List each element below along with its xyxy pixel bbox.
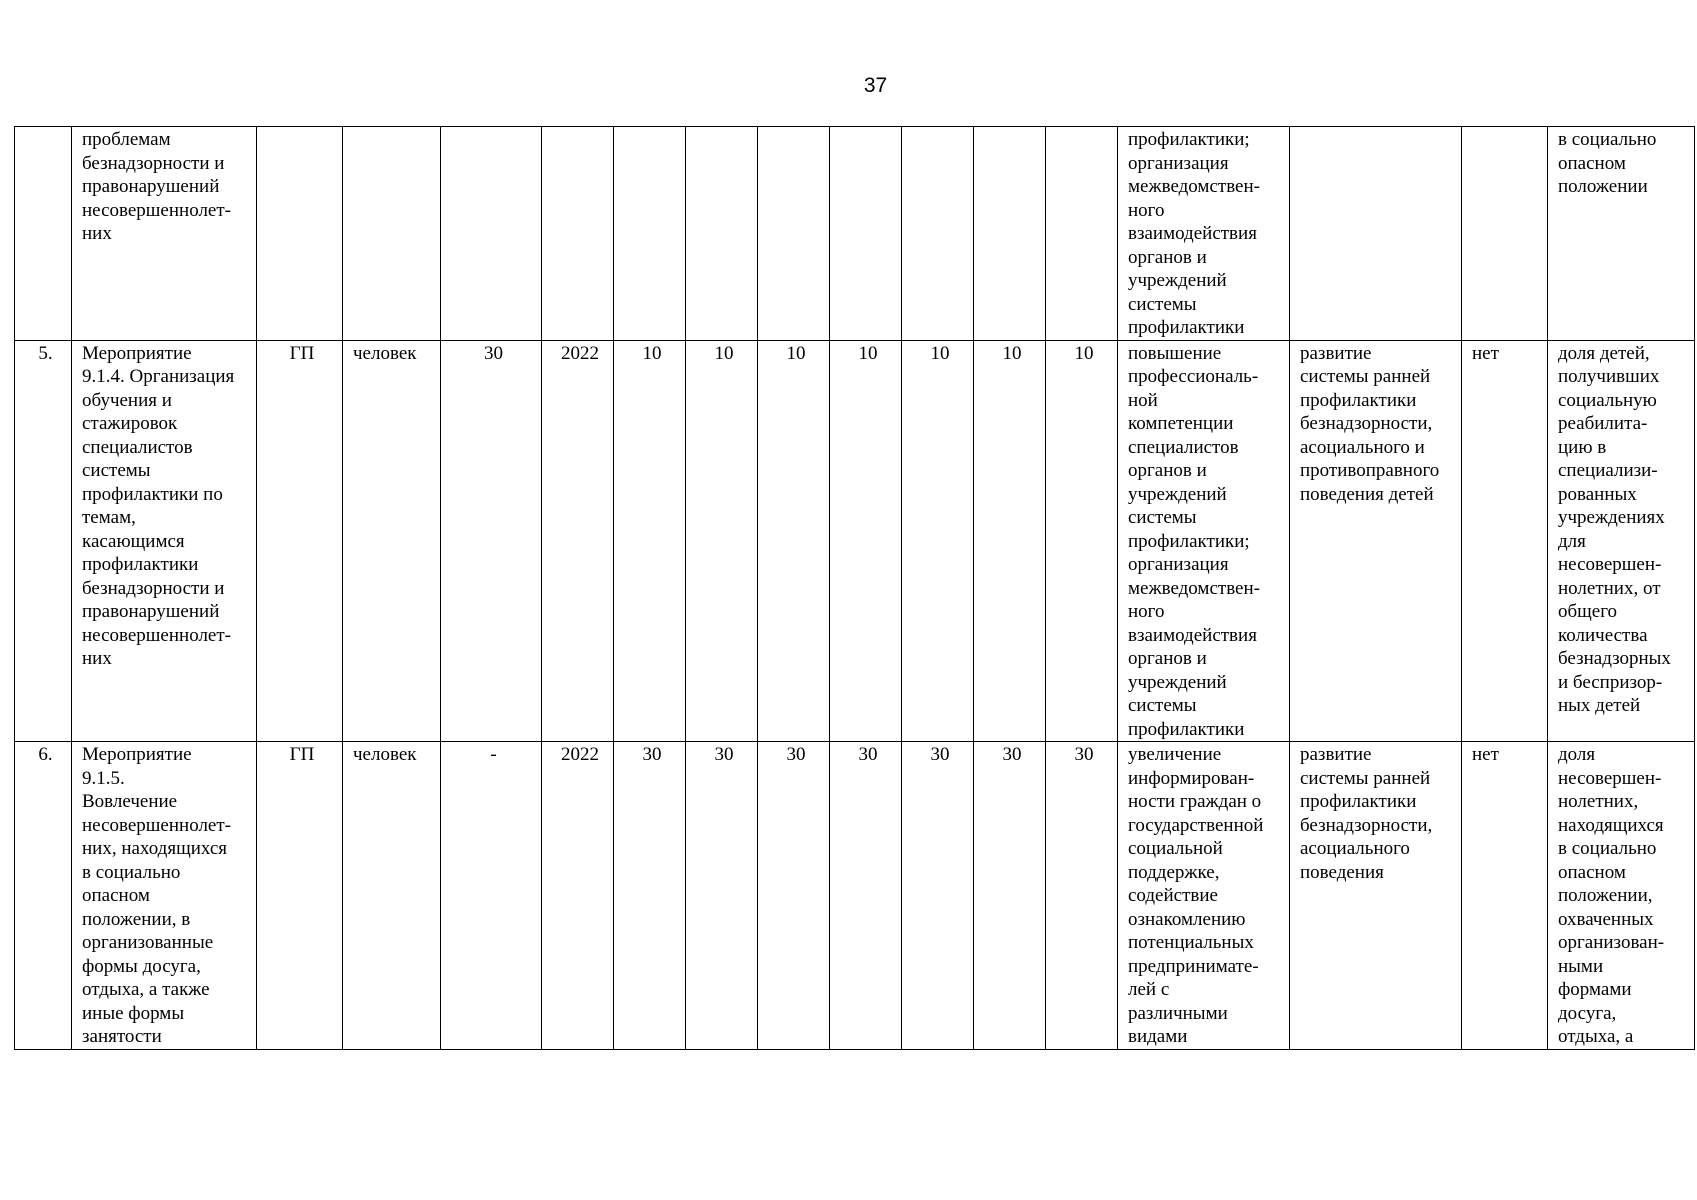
page-number: 37 — [863, 74, 888, 97]
value-cell: 10 — [1046, 340, 1118, 742]
base-value: - — [441, 742, 542, 1050]
goal: развитие системы ранней профилактики безнадзорности, асоциального поведения — [1290, 742, 1462, 1050]
measures-table — [14, 126, 1695, 1050]
table-row — [15, 340, 1695, 742]
value-cell — [614, 127, 686, 341]
value-cell: 30 — [758, 742, 830, 1050]
value-cell: 10 — [974, 340, 1046, 742]
value-cell: 30 — [830, 742, 902, 1050]
table-row — [15, 742, 1695, 1050]
base-value: 30 — [441, 340, 542, 742]
value-cell: 10 — [902, 340, 974, 742]
value-cell: 10 — [686, 340, 758, 742]
responsible — [257, 127, 343, 341]
event-name: проблемам безнадзорности и правонарушений несовершеннолет- них — [72, 127, 257, 341]
flag — [1462, 127, 1548, 341]
value-cell: 30 — [686, 742, 758, 1050]
value-cell — [1046, 127, 1118, 341]
value-cell — [974, 127, 1046, 341]
unit: человек — [343, 742, 441, 1050]
event-name: Мероприятие 9.1.4. Организация обучения и стажировок специалистов системы профилактики по темам, касающимся профилактики безнадзорности и правонарушений несовершеннолет- них — [72, 340, 257, 742]
value-cell — [830, 127, 902, 341]
indicator: доля детей, получивших социальную реабилита- цию в специализи- рованных учреждениях для несовершен- нолетних, от общего количества безнадзорных и беспризор- ных детей — [1548, 340, 1695, 742]
row-number: 5. — [15, 340, 72, 742]
goal: развитие системы ранней профилактики безнадзорности, асоциального и противоправного поведения детей — [1290, 340, 1462, 742]
expected-result: профилактики; организация межведомствен- ного взаимодействия органов и учреждений системы профилактики — [1118, 127, 1290, 341]
goal — [1290, 127, 1462, 341]
value-cell: 10 — [830, 340, 902, 742]
unit — [343, 127, 441, 341]
base-value — [441, 127, 542, 341]
year: 2022 — [542, 340, 614, 742]
indicator: в социально опасном положении — [1548, 127, 1695, 341]
table-row — [15, 127, 1695, 341]
value-cell: 30 — [974, 742, 1046, 1050]
row-number — [15, 127, 72, 341]
year — [542, 127, 614, 341]
value-cell: 10 — [614, 340, 686, 742]
flag: нет — [1462, 340, 1548, 742]
flag: нет — [1462, 742, 1548, 1050]
responsible: ГП — [257, 340, 343, 742]
value-cell: 30 — [902, 742, 974, 1050]
responsible: ГП — [257, 742, 343, 1050]
row-number: 6. — [15, 742, 72, 1050]
value-cell — [902, 127, 974, 341]
year: 2022 — [542, 742, 614, 1050]
indicator: доля несовершен- нолетних, находящихся в социально опасном положении, охваченных организован- ными формами досуга, отдыха, а — [1548, 742, 1695, 1050]
unit: человек — [343, 340, 441, 742]
value-cell — [758, 127, 830, 341]
value-cell: 30 — [614, 742, 686, 1050]
expected-result: увеличение информирован- ности граждан о государственной социальной поддержке, содействие ознакомлению потенциальных предпринимате- лей с различными видами — [1118, 742, 1290, 1050]
event-name: Мероприятие 9.1.5. Вовлечение несовершеннолет- них, находящихся в социально опасном положении, в организованные формы досуга, отдыха, а также иные формы занятости — [72, 742, 257, 1050]
expected-result: повышение профессиональ- ной компетенции специалистов органов и учреждений системы профилактики; организация межведомствен- ного взаимодействия органов и учреждений системы профилактики — [1118, 340, 1290, 742]
value-cell: 10 — [758, 340, 830, 742]
value-cell — [686, 127, 758, 341]
value-cell: 30 — [1046, 742, 1118, 1050]
